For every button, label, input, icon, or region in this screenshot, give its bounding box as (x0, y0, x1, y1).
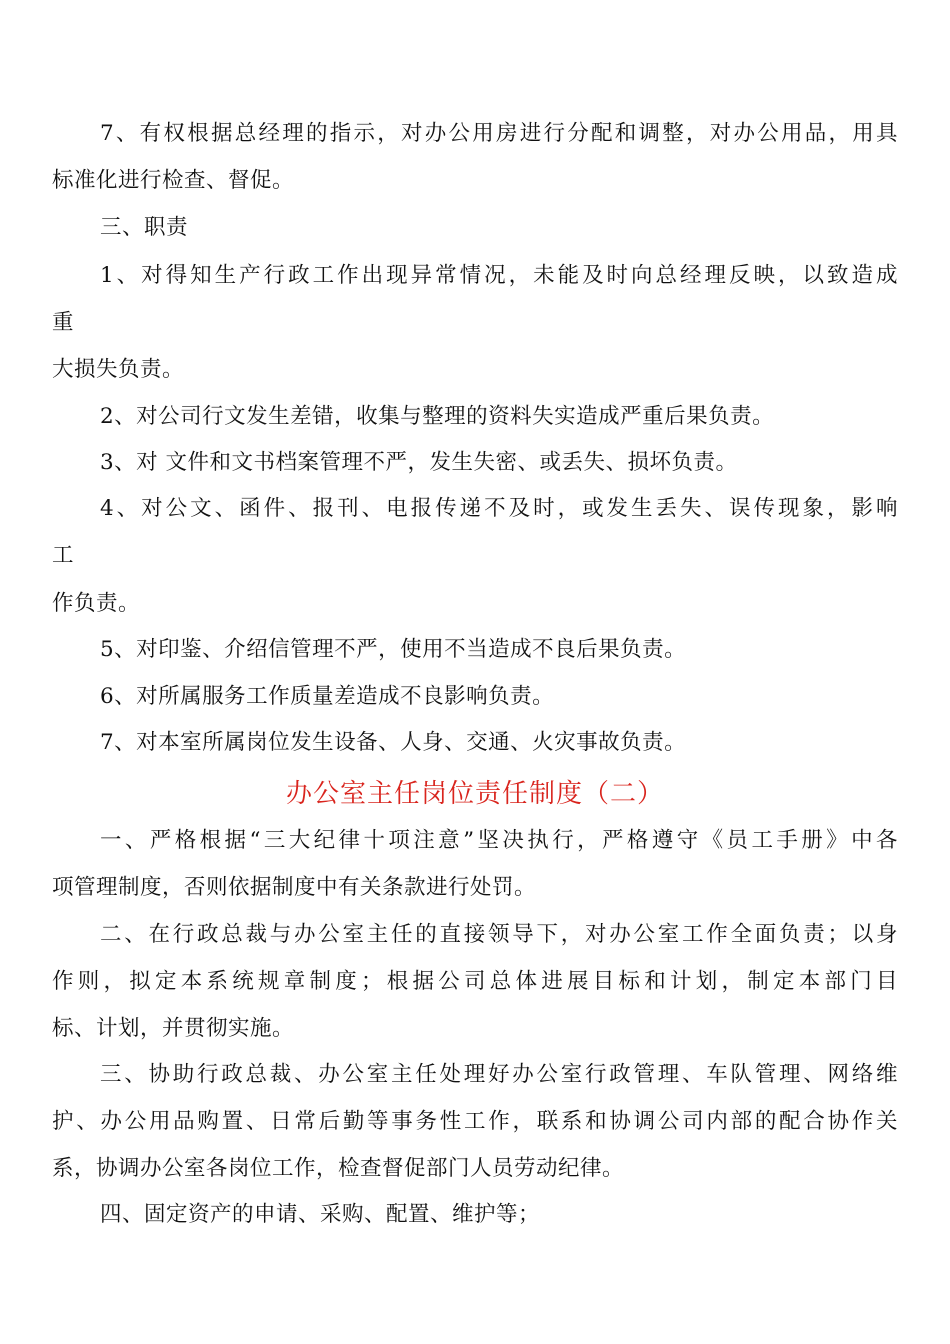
paragraph-line: 系，协调办公室各岗位工作，检查督促部门人员劳动纪律。 (52, 1156, 625, 1181)
paragraph-line: 作则，拟定本系统规章制度；根据公司总体进展目标和计划，制定本部门目 (52, 969, 898, 994)
paragraph-line: 3、对 文件和文书档案管理不严，发生失密、或丢失、损坏负责。 (100, 450, 738, 475)
paragraph-line: 标、计划，并贯彻实施。 (52, 1016, 295, 1041)
paragraph-line: 7、有权根据总经理的指示，对办公用房进行分配和调整，对办公用品，用具 (100, 121, 898, 146)
paragraph-line: 项管理制度，否则依据制度中有关条款进行处罚。 (52, 875, 537, 900)
paragraph-line: 一、严格根据“三大纪律十项注意”坚决执行，严格遵守《员工手册》中各 (100, 828, 898, 853)
paragraph-line: 6、对所属服务工作质量差造成不良影响负责。 (100, 684, 555, 709)
paragraph-line: 工 (52, 543, 75, 568)
paragraph-line: 标准化进行检查、督促。 (52, 168, 295, 193)
paragraph-line: 作负责。 (52, 591, 141, 616)
paragraph-line: 1、对得知生产行政工作出现异常情况，未能及时向总经理反映，以致造成 (100, 263, 898, 288)
paragraph-line: 重 (52, 310, 75, 335)
section-heading: 三、职责 (100, 215, 189, 240)
section-title: 办公室主任岗位责任制度（二） (285, 779, 664, 809)
paragraph-line: 大损失负责。 (52, 357, 185, 382)
paragraph-line: 4、对公文、函件、报刊、电报传递不及时，或发生丢失、误传现象，影响 (100, 496, 898, 521)
paragraph-line: 四、固定资产的申请、采购、配置、维护等； (100, 1202, 541, 1227)
paragraph-line: 2、对公司行文发生差错，收集与整理的资料失实造成严重后果负责。 (100, 404, 775, 429)
paragraph-line: 7、对本室所属岗位发生设备、人身、交通、火灾事故负责。 (100, 730, 687, 755)
paragraph-line: 护、办公用品购置、日常后勤等事务性工作，联系和协调公司内部的配合协作关 (52, 1109, 898, 1134)
paragraph-line: 5、对印鉴、介绍信管理不严，使用不当造成不良后果负责。 (100, 637, 687, 662)
paragraph-line: 二、在行政总裁与办公室主任的直接领导下，对办公室工作全面负责；以身 (100, 922, 898, 947)
paragraph-line: 三、协助行政总裁、办公室主任处理好办公室行政管理、车队管理、网络维 (100, 1062, 898, 1087)
